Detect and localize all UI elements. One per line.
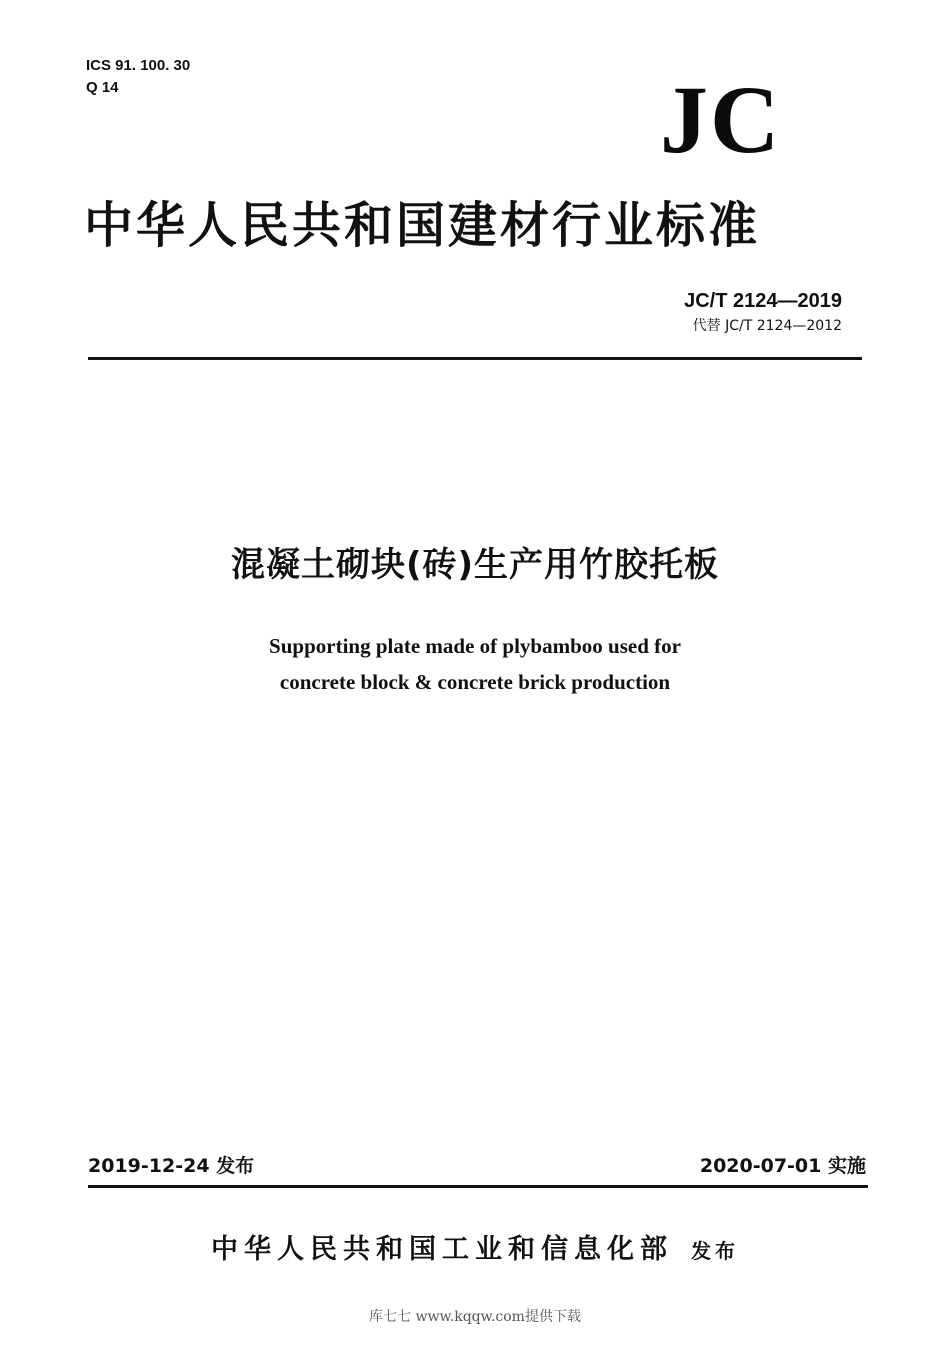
bottom-divider [88, 1185, 868, 1188]
ccs-code: Q 14 [86, 79, 119, 96]
document-title-en-line2: concrete block & concrete brick production [279, 670, 671, 694]
publisher-name: 中华人民共和国工业和信息化部 [211, 1234, 673, 1265]
publisher [0, 1230, 950, 1271]
download-watermark: 库七七 www.kqqw.com提供下载 [369, 1309, 581, 1325]
standard-code: JC/T 2124—2019 [684, 290, 842, 312]
jc-logo: JC [660, 66, 782, 173]
top-divider [88, 357, 862, 360]
standard-title: 中华人民共和国建材行业标准 [84, 197, 761, 254]
ics-code: ICS 91. 100. 30 [86, 57, 191, 74]
document-title-en [0, 628, 950, 700]
publisher-suffix: 发布 [691, 1239, 739, 1263]
issue-date: 2019-12-24 发布 [88, 1155, 255, 1177]
replaces-code: 代替 JC/T 2124—2012 [692, 318, 842, 334]
implementation-date: 2020-07-01 实施 [699, 1155, 866, 1177]
document-title-en-line1: Supporting plate made of plybamboo used for [269, 634, 681, 658]
document-title-cn: 混凝土砌块(砖)生产用竹胶托板 [230, 545, 720, 585]
